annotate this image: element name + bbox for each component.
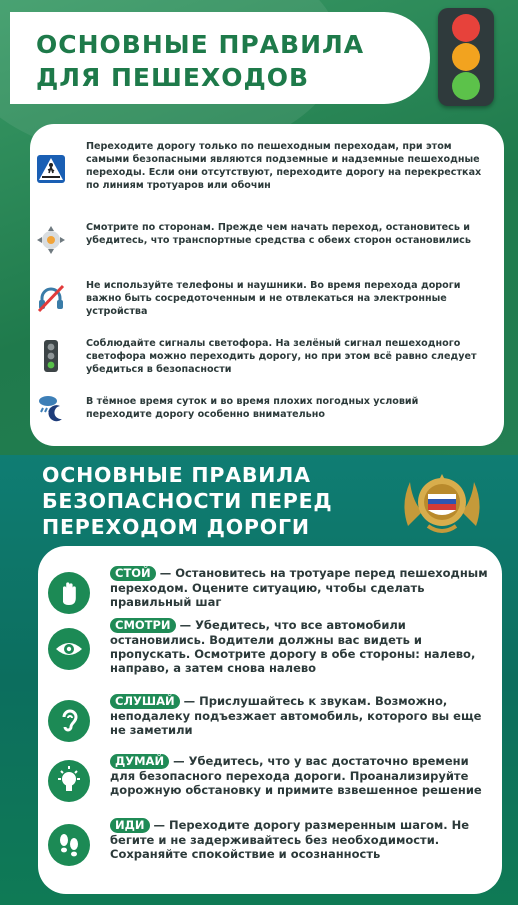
rule-text: Переходите дорогу только по пешеходным переходам, при этом самыми безопасными являются подземные и надземные пешеходные переходы. Если они отсутствуют, переходите дорогу на перекрестках по линиям тротуаров или обочин (86, 141, 482, 191)
step-body (110, 694, 490, 737)
red-lamp (452, 14, 480, 42)
step-tag: ДУМАЙ (110, 754, 169, 769)
section1-title (36, 28, 364, 94)
step-text: — Переходите дорогу размеренным шагом. Не бегите и не задерживайтесь без необходимости. Сохраняйте спокойствие и осознанность (110, 818, 470, 861)
traffic-light-icon (36, 339, 66, 369)
rule-text: Смотрите по сторонам. Прежде чем начать переход, остановитесь и убедитесь, что транспортные средства с обеих сторон остановились (86, 222, 471, 246)
lightbulb-icon (48, 760, 90, 802)
ear-icon (48, 700, 90, 742)
rule-item (56, 279, 486, 319)
step-text: — Убедитесь, что у вас достаточно времени для безопасного перехода дороги. Проанализируйте дорожную обстановку и примите взвешенное решение (110, 754, 482, 797)
rule-text: В тёмное время суток и во время плохих погодных условий переходите дорогу особенно внимательно (86, 396, 419, 420)
step-item (44, 618, 484, 684)
step-body (110, 566, 490, 609)
step-item (44, 694, 484, 744)
section2-title (42, 462, 332, 540)
step-tag: ИДИ (110, 818, 150, 833)
footsteps-icon (48, 824, 90, 866)
step-text: — Остановитесь на тротуаре перед пешеходным переходом. Оцените ситуацию, чтобы сделать правильный шаг (110, 566, 488, 609)
yellow-lamp (452, 43, 480, 71)
rule-text: Соблюдайте сигналы светофора. На зелёный сигнал пешеходного светофора можно переходить дорогу, но при этом всё равно следует убедиться в безопасности (86, 338, 477, 375)
hand-stop-icon (48, 572, 90, 614)
no-headphones-icon (36, 283, 66, 313)
step-item (44, 818, 484, 878)
step-tag: СТОЙ (110, 566, 156, 581)
rule-item (56, 221, 486, 261)
section1-title-line1: ОСНОВНЫЕ ПРАВИЛА (36, 30, 365, 59)
step-text: — Прислушайтесь к звукам. Возможно, неподалеку подъезжает автомобиль, которого вы еще не заметили (110, 694, 482, 737)
step-tag: СМОТРИ (110, 618, 176, 633)
rule-item (56, 140, 486, 202)
step-tag: СЛУШАЙ (110, 694, 180, 709)
traffic-light-icon (438, 8, 494, 106)
step-item (44, 566, 488, 620)
section1-title-line2: ДЛЯ ПЕШЕХОДОВ (36, 63, 310, 92)
step-text: — Убедитесь, что все автомобили остановились. Водители должны вас видеть и пропускать. Осмотрите дорогу в обе стороны: налево, направо, а затем снова налево (110, 618, 476, 675)
rule-item (56, 337, 486, 377)
look-around-icon (36, 225, 66, 255)
green-lamp (452, 72, 480, 100)
traffic-police-emblem (398, 464, 486, 542)
night-weather-icon (36, 392, 66, 422)
step-item (44, 754, 484, 814)
step-body (110, 754, 490, 797)
crosswalk-sign-icon (36, 154, 66, 184)
rule-item (56, 395, 486, 425)
eye-icon (48, 628, 90, 670)
section2-title-line1: ОСНОВНЫЕ ПРАВИЛА (42, 463, 311, 487)
section2-title-line3: ПЕРЕХОДОМ ДОРОГИ (42, 515, 310, 539)
rule-text: Не используйте телефоны и наушники. Во время перехода дороги важно быть сосредоточенным и не отвлекаться на электронные устройства (86, 280, 461, 317)
step-body (110, 618, 490, 675)
step-body (110, 818, 490, 861)
section2-title-line2: БЕЗОПАСНОСТИ ПЕРЕД (42, 489, 333, 513)
